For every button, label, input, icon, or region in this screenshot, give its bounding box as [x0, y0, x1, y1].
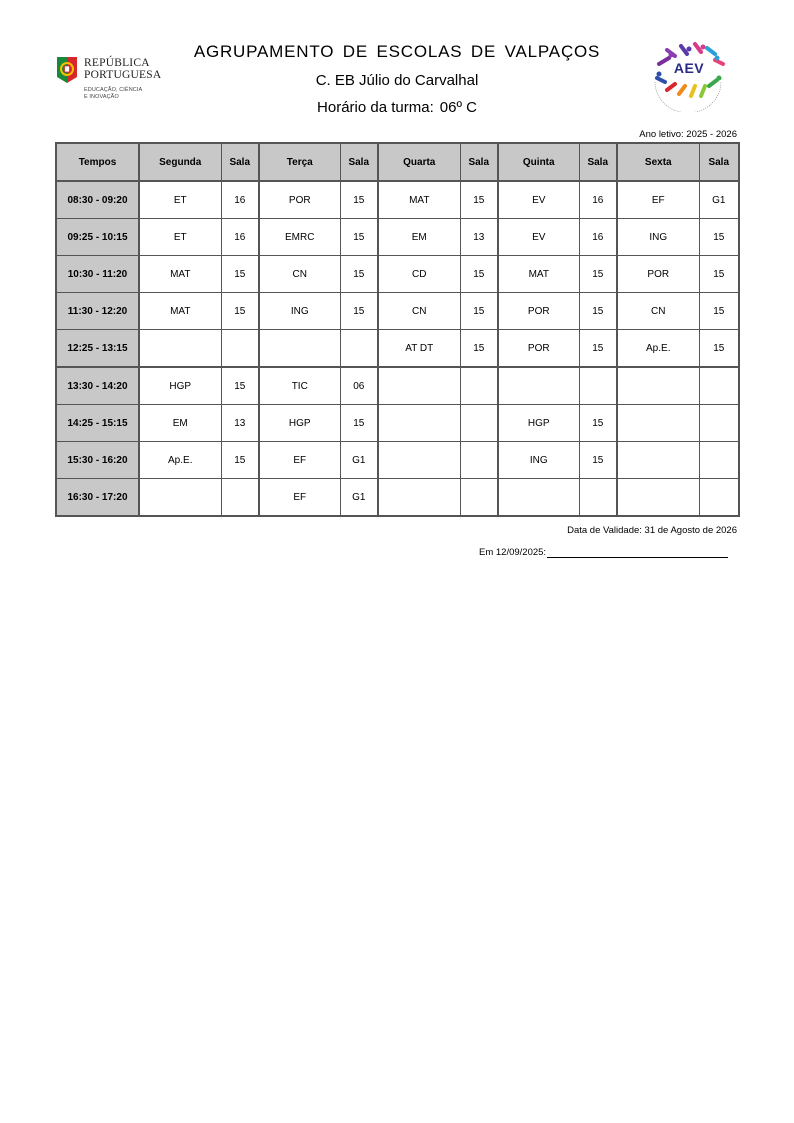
subject-cell: EM	[139, 405, 221, 442]
subject-cell: HGP	[259, 405, 340, 442]
room-cell: 06	[340, 367, 378, 405]
time-slot-cell: 08:30 - 09:20	[56, 181, 139, 219]
subject-cell: ING	[498, 442, 579, 479]
table-row	[56, 442, 739, 479]
table-row	[56, 367, 739, 405]
room-cell: 15	[460, 181, 498, 219]
time-slot-cell: 16:30 - 17:20	[56, 479, 139, 517]
subject-cell: EF	[617, 181, 699, 219]
subject-cell: HGP	[498, 405, 579, 442]
class-line	[150, 99, 644, 116]
room-cell: G1	[340, 479, 378, 517]
issue-date-label: Em 12/09/2025:	[479, 547, 547, 558]
room-cell: 16	[579, 181, 617, 219]
aev-school-logo	[645, 38, 731, 112]
subject-cell: EV	[498, 219, 579, 256]
subject-cell: CN	[259, 256, 340, 293]
subject-cell: EV	[498, 181, 579, 219]
subject-cell: CN	[378, 293, 460, 330]
portuguese-flag-emblem-icon	[55, 55, 79, 85]
room-cell: 15	[579, 293, 617, 330]
room-cell: 15	[699, 330, 739, 368]
subject-cell: EF	[259, 442, 340, 479]
subject-cell	[378, 367, 460, 405]
time-slot-cell: 10:30 - 11:20	[56, 256, 139, 293]
table-row	[56, 181, 739, 219]
table-row	[56, 405, 739, 442]
subject-cell	[617, 367, 699, 405]
school-name: C. EB Júlio do Carvalhal	[315, 72, 479, 89]
subject-cell: TIC	[259, 367, 340, 405]
subject-cell: Ap.E.	[139, 442, 221, 479]
room-cell: 15	[340, 219, 378, 256]
subject-cell	[259, 330, 340, 368]
subject-cell: CN	[617, 293, 699, 330]
col-header-sala: Sala	[460, 143, 498, 181]
room-cell: 15	[221, 256, 259, 293]
room-cell: 15	[460, 256, 498, 293]
col-header-terca: Terça	[259, 143, 340, 181]
time-slot-cell: 11:30 - 12:20	[56, 293, 139, 330]
room-cell: 15	[221, 293, 259, 330]
room-cell: 15	[221, 442, 259, 479]
subject-cell: POR	[259, 181, 340, 219]
room-cell: 15	[699, 219, 739, 256]
subject-cell: ING	[259, 293, 340, 330]
table-row	[56, 293, 739, 330]
issue-date-line	[479, 547, 728, 558]
table-row	[56, 330, 739, 368]
timetable-header-row	[56, 143, 739, 181]
ministry-line1: EDUCAÇÃO, CIÊNCIA	[84, 87, 143, 93]
time-slot-cell: 15:30 - 16:20	[56, 442, 139, 479]
room-cell	[460, 405, 498, 442]
ministry-name	[84, 87, 142, 100]
room-cell: 16	[221, 219, 259, 256]
table-row	[56, 479, 739, 517]
room-cell	[221, 479, 259, 517]
room-cell: 15	[579, 442, 617, 479]
subject-cell: CD	[378, 256, 460, 293]
col-header-quarta: Quarta	[378, 143, 460, 181]
subject-cell: MAT	[378, 181, 460, 219]
room-cell: G1	[699, 181, 739, 219]
subject-cell: HGP	[139, 367, 221, 405]
subject-cell: EM	[378, 219, 460, 256]
subject-cell	[378, 479, 460, 517]
room-cell: 15	[460, 330, 498, 368]
time-slot-cell: 14:25 - 15:15	[56, 405, 139, 442]
validity-date: Data de Validade: 31 de Agosto de 2026	[567, 525, 737, 536]
subject-cell: POR	[498, 293, 579, 330]
subject-cell	[378, 405, 460, 442]
subject-cell	[378, 442, 460, 479]
room-cell	[340, 330, 378, 368]
room-cell	[460, 442, 498, 479]
room-cell: 15	[340, 293, 378, 330]
aev-abbreviation: AEV	[673, 60, 705, 76]
class-value: 06º C	[439, 99, 477, 116]
class-timetable	[55, 142, 740, 517]
republic-name-line2: PORTUGUESA	[84, 69, 162, 81]
subject-cell: POR	[617, 256, 699, 293]
signature-line	[547, 547, 728, 558]
subject-cell: AT DT	[378, 330, 460, 368]
ministry-line2: E INOVAÇÃO	[84, 93, 119, 100]
room-cell: G1	[340, 442, 378, 479]
subject-cell	[498, 367, 579, 405]
time-slot-cell: 09:25 - 10:15	[56, 219, 139, 256]
table-row	[56, 256, 739, 293]
room-cell: 13	[221, 405, 259, 442]
school-year	[639, 129, 737, 140]
time-slot-cell: 12:25 - 13:15	[56, 330, 139, 368]
room-cell: 16	[579, 219, 617, 256]
subject-cell	[498, 479, 579, 517]
room-cell: 13	[460, 219, 498, 256]
col-header-sala: Sala	[221, 143, 259, 181]
col-header-sexta: Sexta	[617, 143, 699, 181]
subject-cell: ING	[617, 219, 699, 256]
school-year-text: Ano letivo: 2025 - 2026	[639, 129, 737, 140]
room-cell	[460, 367, 498, 405]
col-header-sala: Sala	[340, 143, 378, 181]
subject-cell: ET	[139, 219, 221, 256]
room-cell: 15	[340, 181, 378, 219]
room-cell: 16	[221, 181, 259, 219]
subject-cell: MAT	[498, 256, 579, 293]
room-cell	[579, 479, 617, 517]
table-row	[56, 219, 739, 256]
col-header-segunda: Segunda	[139, 143, 221, 181]
room-cell	[460, 479, 498, 517]
subject-cell: ET	[139, 181, 221, 219]
subject-cell	[617, 479, 699, 517]
col-header-tempos: Tempos	[56, 143, 139, 181]
col-header-sala: Sala	[579, 143, 617, 181]
subject-cell: POR	[498, 330, 579, 368]
time-slot-cell: 13:30 - 14:20	[56, 367, 139, 405]
col-header-quinta: Quinta	[498, 143, 579, 181]
subject-cell	[617, 442, 699, 479]
republic-name-line1: REPÚBLICA	[84, 57, 150, 69]
room-cell: 15	[699, 293, 739, 330]
col-header-sala: Sala	[699, 143, 739, 181]
subject-cell: EF	[259, 479, 340, 517]
room-cell	[221, 330, 259, 368]
room-cell: 15	[221, 367, 259, 405]
subject-cell	[139, 479, 221, 517]
subject-cell	[139, 330, 221, 368]
room-cell	[699, 405, 739, 442]
room-cell	[699, 479, 739, 517]
room-cell: 15	[579, 405, 617, 442]
subject-cell: MAT	[139, 293, 221, 330]
room-cell: 15	[340, 256, 378, 293]
room-cell: 15	[579, 256, 617, 293]
room-cell: 15	[460, 293, 498, 330]
room-cell	[699, 367, 739, 405]
subject-cell	[617, 405, 699, 442]
room-cell	[579, 367, 617, 405]
class-label: Horário da turma:	[317, 99, 434, 116]
subject-cell: Ap.E.	[617, 330, 699, 368]
subject-cell: EMRC	[259, 219, 340, 256]
room-cell: 15	[340, 405, 378, 442]
room-cell: 15	[579, 330, 617, 368]
school-group-title: AGRUPAMENTO DE ESCOLAS DE VALPAÇOS	[193, 42, 601, 61]
room-cell: 15	[699, 256, 739, 293]
room-cell	[699, 442, 739, 479]
subject-cell: MAT	[139, 256, 221, 293]
